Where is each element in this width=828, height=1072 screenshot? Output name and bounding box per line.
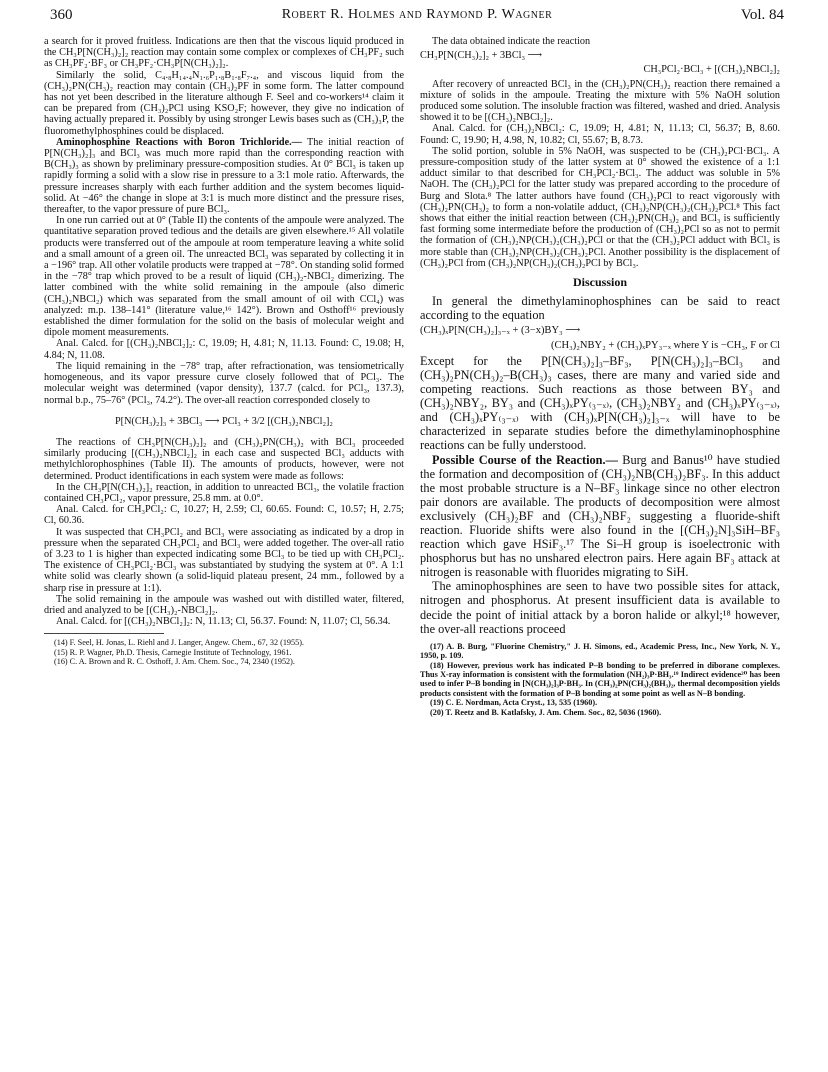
running-title: Robert R. Holmes and Raymond P. Wagner bbox=[281, 7, 553, 22]
page-number: 360 bbox=[50, 7, 73, 23]
paragraph-text: Burg and Banus¹⁰ have studied the formation and decomposition of (CH₃)₂NB(CH₃)₂BF₃. In this adduct the most probable structure is a N–BF₃ linkage since no other electron pair donors are available. The products of decomposition were almost exclusively (CH₃)₂BF and (CH₃)₂NBF₂ suggesting a fluoride-shift reaction. Fluoride shifts were also found in the [(CH₃)₂N]₃SiH–BF₃ reaction which gave HSiF₃.¹⁷ The Si–H group is isoelectronic with phosphorus but has no unshared electron pairs. Here again BF₃ attack at nitrogen is reasonable with fluorides migrating to SiH. bbox=[420, 452, 780, 580]
paragraph: In general the dimethylaminophosphines can be said to react according to the equation bbox=[420, 294, 780, 323]
section-heading: Discussion bbox=[572, 275, 628, 290]
paragraph: Except for the P[N(CH₃)₂]₃–BF₃, P[N(CH₃)₂]₃–BCl₃ and (CH₃)₂PN(CH₃)₂–B(CH₃)₃ cases, there are many and varied side and competing reactions. Such reactions as those between BY₃ and (CH₃)₂NBY₂, BY₃ and (CH₃)ₓPY₍₃₋ₓ₎, (CH₃)₂NBY₂ and (CH₃)ₓPY₍₃₋ₓ₎, and (CH₃)ₓPY₍₃₋ₓ₎ with (CH₃)ₓP[N(CH₃)₂]₃₋ₓ will have to be characterized in separate studies before the dimethylaminophosphine reactions can be fully understood. bbox=[420, 353, 780, 453]
paragraph: a search for it proved fruitless. Indications are then that the viscous liquid produced in the CH₃P[N(CH₃)₂]₂ reaction may contain some complex or complexes of CH₃PF₂ such as CH₃PF₂·BF₃ or CH₃PF₂·CH₃P[N(CH₃)₂]₂. bbox=[44, 36, 404, 70]
volume-label: Vol. 84 bbox=[740, 7, 784, 23]
analysis-paragraph: Anal. Calcd. for [(CH₃)₂NBCl₂]₂: N, 11.13; Cl, 56.37. Found: N, 11.07; Cl, 56.34. bbox=[56, 616, 391, 628]
paragraph: It was suspected that CH₃PCl₂ and BCl₃ were associating as indicated by a drop in pressure when the separated CH₃PCl₂ and BCl₃ were added together. The over-all ratio of 3.23 to 1 is higher than expected indicating some BCl₃ to be tied up with CH₃PCl₂. The existence of CH₃PCl₂·BCl₃ was substantiated by studying the system at 0°. A 1:1 white solid was clearly shown (a solid-liquid plateau present, 24 mm., followed by a sharp rise in pressure at 1:1). bbox=[44, 526, 404, 594]
paragraph: The liquid remaining in the −78° trap, after refractionation, was tensiometrically homogeneous, and its vapor pressure curve closely followed that of PCl₃. The molecular weight was determined (vapor density), 137.7 (calcd. for PCl₃, 137.3), normal b.p., 75–76° (PCl₃, 74.2°). The over-all reaction corresponded closely to bbox=[44, 360, 404, 406]
footnote: (14) F. Seel, H. Jonas, L. Riehl and J. Langer, Angew. Chem., 67, 32 (1955). bbox=[54, 638, 304, 648]
paragraph: The solid remaining in the ampoule was washed out with distilled water, filtered, dried and analyzed to be [(CH₃)₂-NBCl₂]₂. bbox=[44, 593, 404, 616]
equation: P[N(CH₃)₂]₃ + 3BCl₃ ⟶ PCl₃ + 3/2 [(CH₃)₂NBCl₂]₂ bbox=[115, 415, 333, 427]
equation: CH₃P[N(CH₃)₂]₂ + 3BCl₃ ⟶ bbox=[420, 50, 543, 62]
paragraph: After recovery of unreacted BCl₃ in the (CH₃)₂PN(CH₃)₂ reaction there remained a mixture of solids in the ampoule. Treating the mixture with 5% NaOH solution produced some solution. The insoluble fraction was filtered, washed and dried. Analysis showed it to be [(CH₃)₂NBCl₂]₂. bbox=[420, 78, 780, 124]
footnote: (17) A. B. Burg, "Fluorine Chemistry," J. H. Simons, ed., Academic Press, Inc., New York, N. Y., 1950, p. 109. bbox=[420, 641, 780, 661]
equation: (CH₃)ₓP[N(CH₃)₂]₃₋ₓ + (3−x)BY₃ ⟶ bbox=[420, 325, 581, 337]
paragraph: In the CH₃P[N(CH₃)₂]₂ reaction, in addition to unreacted BCl₃, the volatile fraction contained CH₃PCl₂, vapor pressure, 25.8 mm. at 0.0°. bbox=[44, 481, 404, 504]
paragraph: In one run carried out at 0° (Table II) the contents of the ampoule were analyzed. The quantitative separation proved tedious and the details are given elsewhere.¹⁵ All volatile products were transferred out of the ampoule at room temperature leaving a white solid and a small amount of a green oil. The unreacted BCl₃ was separated by collecting it in a −196° trap. All other volatile products were trapped at −78°. On standing solid formed in the −78° trap which proved to be a result of liquid (CH₃)₂-NBCl₂ dimerizing. The latter combined with the white solid remaining in the ampoule (also dimeric (CH₃)₂NBCl₂) which was separated from the small amount of oil with CCl₄) was analyzed: m.p. 138–141° (literature value,¹⁶ 142°). Brown and Osthoff¹⁶ previously established the dimer formulation for the solid on the basis of molecular weight and dipole moment measurements. bbox=[44, 215, 404, 339]
paragraph: Similarly the solid, C₄.₈H₁₄.₄N₁.₆P₁.₈B₁.₈F₇.₄, and viscous liquid from the (CH₃)₂PN(CH₃)₂ reaction may contain (CH₃)₂PF in some form. The latter compound has not yet been described in the literature although F. Seel and co-workers¹⁴ claim it can be prepared from (CH₃)₂PCl using KSO₂F; however, they give no indication of having actually prepared it. Possibly by using stronger Lewis bases such as (CH₃)₃P, the fluoromethylphosphines could be displaced. bbox=[44, 69, 404, 137]
analysis-paragraph: Anal. Calcd. for (CH₃)₂NBCl₂: C, 19.09; H, 4.81; N, 11.13; Cl, 56.37; B, 8.60. Found: C, 19.90; H, 4.98, N, 10.82; Cl, 55.67; B, 8.73. bbox=[420, 123, 780, 146]
paragraph: The data obtained indicate the reaction bbox=[432, 36, 591, 47]
paragraph: The solid portion, soluble in 5% NaOH, was suspected to be (CH₃)₂PCl·BCl₃. A pressure-composition study of the latter system at 0° showed the existence of a 1:1 adduct similar to that described for CH₃PCl₂·BCl₃. The adduct was soluble in 5% NaOH. The (CH₃)₂PCl for the latter study was prepared according to the procedure of Burg and Slota.⁸ The latter authors have found (CH₃)₂PCl to react vigorously with (CH₃)₂PN(CH₃)₂ to form a non-volatile adduct, (CH₃)₂NP(CH₃)₂(CH₃)₂PCl.⁸ This fact shows that either the initial reaction between (CH₃)₂PN(CH₃)₂ and BCl₃ is sufficiently fast forming some intermediate before the production of (CH₃)₂PCl so as not to permit the formation of (CH₃)₂NP(CH₃)₂(CH₃)₂PCl or that the (CH₃)₂PCl adduct with BCl₃ is more stable than (CH₃)₂NP(CH₃)₂(CH₃)₂PCl. Another possibility is the displacement of (CH₃)₂PCl from (CH₃)₂NP(CH₃)₂(CH₃)₂PCl by BCl₃. bbox=[420, 145, 780, 269]
running-header bbox=[50, 7, 784, 31]
footnote: (19) C. E. Nordman, Acta Cryst., 13, 535 (1960). bbox=[430, 698, 598, 708]
footnote: (20) T. Reetz and B. Katlafsky, J. Am. Chem. Soc., 82, 5036 (1960). bbox=[430, 707, 662, 717]
section-run-head: Possible Course of the Reaction.— bbox=[432, 452, 618, 467]
footnote: (16) C. A. Brown and R. C. Osthoff, J. Am. Chem. Soc., 74, 2340 (1952). bbox=[54, 657, 295, 667]
footnote: (18) However, previous work has indicated P–B bonding to be preferred in diborane complexes. Thus X-ray information is consistent with the formulation (NH₂)₃P·BH₃.¹⁹ Indirect evidence²⁰ has been used to infer P–B bonding in [N(CH₃)₂]₃P·BH₃. In (CH₃)₂PN(CH₃)₂(BH₃)₂, thermal decomposition yields products consistent with the formation of P–B bonding at some point as well as N–B bonding. bbox=[420, 660, 780, 698]
right-column bbox=[420, 36, 780, 717]
paragraph: The reactions of CH₃P[N(CH₃)₂]₂ and (CH₃)₂PN(CH₃)₂ with BCl₃ proceeded similarly producing [(CH₃)₂NBCl₂]₂ in each case and suspected BCl₃ adducts with methylchlorophosphines (Table II). The amounts of products, however, were not determined. Product identifications in each system were made as follows: bbox=[44, 436, 404, 482]
equation-continued: (CH₃)₂NBY₂ + (CH₃)ₓPY₃₋ₓ where Y is −CH₃, F or Cl bbox=[551, 339, 780, 351]
paragraph: The aminophosphines are seen to have two possible sites for attack, nitrogen and phosphorus. At present insufficient data is available to decide the point of initial attack by a boron halide or alkyl;¹⁸ however, the over-all reactions proceed bbox=[420, 579, 780, 636]
equation-continued: CH₃PCl₂·BCl₃ + [(CH₃)₂NBCl₂]₂ bbox=[643, 64, 780, 76]
footnote: (15) R. P. Wagner, Ph.D. Thesis, Carnegie Institute of Technology, 1961. bbox=[54, 647, 292, 657]
analysis-paragraph: Anal. Calcd. for [(CH₃)₂NBCl₂]₂: C, 19.09; H, 4.81; N, 11.13. Found: C, 19.08; H, 4.84; N, 11.08. bbox=[44, 338, 404, 361]
paragraph bbox=[420, 453, 780, 580]
discussion-body bbox=[420, 294, 780, 635]
paragraph-text: The initial reaction of P[N(CH₃)₂]₃ and BCl₃ was much more rapid than the corresponding reaction with B(CH₃)₃ as shown by preliminary pressure-composition studies. At 0° BCl₃ is taken up rapidly forming a solid with a slow rise in pressure to a 3:1 mole ratio. Afterwards, the pressure increases sharply with each further addition and the system becomes liquid-solid. At −46° the change in slope at 3:1 is much more distinct and the pressure rises, thereafter, to the vapor pressure of pure BCl₃. bbox=[44, 136, 404, 216]
footnote-rule bbox=[44, 633, 164, 634]
left-column bbox=[44, 36, 404, 667]
analysis-paragraph: Anal. Calcd. for CH₃PCl₂: C, 10.27; H, 2.59; Cl, 60.65. Found: C, 10.57; H, 2.75; Cl, 60.36. bbox=[44, 504, 404, 527]
section-run-head: Aminophosphine Reactions with Boron Trichloride.— bbox=[56, 136, 302, 148]
paragraph bbox=[44, 137, 404, 215]
